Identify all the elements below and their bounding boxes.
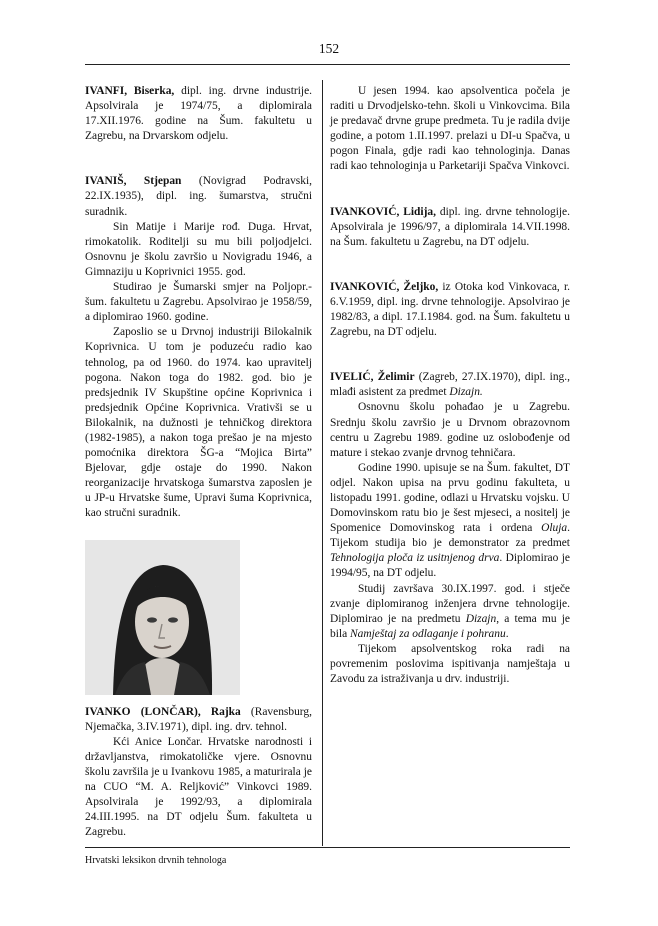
running-footer: Hrvatski leksikon drvnih tehnologa	[85, 855, 227, 866]
paragraph: Osnovnu školu pohađao je u Zagrebu. Srednju školu završio je u Drvnom obrazovnom centru u Zagrebu 1989. godine uz oslobođenje od mature i stekao zvanje drvnog tehničara.	[330, 401, 570, 459]
entry-name: IVANKOVIĆ, Lidija,	[330, 205, 436, 218]
paragraph: Kći Anice Lončar. Hrvatske narodnosti i državljanstva, rimokatoličke vjere. Osnovnu školu završila je u Ivankovu 1985, a maturirala je na CUO “M. A. Reljković” Vinkovci 1989. Apsolvirala je 1992/93, a diplomirala 24.III.1995. na DT odjelu Šum. fakulteta u Zagrebu.	[85, 735, 312, 839]
portrait-photo	[85, 540, 240, 695]
paragraph: Zaposlio se u Drvnoj industriji Bilokalnik Koprivnica. U tom je poduzeću radio kao tehnolog, pa od 1960. do 1974. kao upravitelj pogona. Nakon toga do 1982. god. bio je predsjednik IV Skupštine općine Koprivnica i predsjednik Općine Koprivnica. Vrativši se u Bilokalnik, na dužnosti je tehničkog direktora (1982-1985), a nakon toga prešao je na mjesto pomoćnika direktora ŠG-a “Mojica Birta” Bjelovar, gdje ostaje do 1990. Nakon reorganizacije hrvatskoga šumarstva zaposlen je u JP-u Hrvatske šume, Upravi šuma Koprivnica, kao stručni suradnik.	[85, 326, 312, 520]
header-rule	[85, 64, 570, 65]
left-column	[85, 84, 312, 840]
entry-body: dipl. ing. drvne tehnologije. Apsolvirala je 1996/97, a diplomirala 14.VII.1998. na Šum. fakultetu u Zagrebu, na DT odjelu.	[330, 205, 570, 248]
entry-intro: (Zagreb, 27.IX.1970), dipl. ing., mlađi asistent za predmet	[330, 371, 570, 399]
text-run: Godine 1990. upisuje se na Šum. fakultet, DT odjel. Nakon upisa na prvu godinu fakulteta, u listopadu 1991. godine, odlazi u Hrvatsku vojsku. U Domovinskom ratu bio je šest mjeseci, a nositelj je Spomenice Domovinskog rata i ordena	[330, 461, 570, 535]
entry-name: IVELIĆ, Želimir	[330, 371, 415, 384]
italic-term: Tehnologija ploča iz usitnjenog drva	[330, 552, 500, 565]
paragraph	[330, 582, 570, 642]
paragraph: Studirao je Šumarski smjer na Poljopr.-šum. fakultetu u Zagrebu. Apsolvirao je 1958/59, a diplomirao 1960. godine.	[85, 281, 312, 324]
text-run: , a tema mu je bila	[330, 612, 570, 640]
text-run: Studij završava 30.IX.1997. god. i stječe zvanje diplomiranog inženjera drvne tehnologije. Diplomirao je na predmetu	[330, 582, 570, 625]
entry-body: iz Otoka kod Vinkovaca, r. 6.V.1959, dipl. ing. drvne tehnologije. Apsolvirao je 1982/83, a dipl. 17.I.1984. god. na Šum. fakultetu u Zagrebu, na DT odjelu.	[330, 280, 571, 339]
entry-name: IVANKOVIĆ, Željko,	[330, 280, 439, 293]
entry-ivankovic-zeljko	[330, 280, 570, 340]
page-number: 152	[318, 41, 340, 56]
text-run: . Diplomirao je 1994/95, na DT odjelu.	[330, 552, 570, 580]
footer-rule	[85, 847, 570, 848]
italic-term: Oluja	[541, 522, 568, 535]
italic-term: Namještaj za odlaganje i pohranu	[350, 627, 506, 640]
entry-ivelic	[330, 370, 570, 400]
entry-ivanko	[85, 705, 312, 735]
entry-name: IVANFI, Biserka,	[85, 85, 175, 97]
entry-intro: (Novigrad Podravski, 22.IX.1935), dipl. ing. šumarstva, stručni suradnik.	[85, 175, 312, 218]
right-column	[330, 84, 570, 687]
paragraph: Sin Matije i Marije rođ. Duga. Hrvat, rimokatolik. Roditelji su mu bili poljodjelci. Osnovnu je školu završio u Novigradu 1946, a Gimnaziju u Koprivnici 1955. god.	[85, 220, 312, 278]
entry-name: IVANKO (LONČAR), Rajka	[85, 705, 241, 718]
paragraph: Tijekom apsolventskog roka radi na povremenim poslovima ispitivanja namještaja u Zavodu za istraživanja u drv. industriji.	[330, 642, 570, 686]
text-run: . Tijekom studija bio je demonstrator za predmet	[330, 522, 570, 550]
entry-name: IVANIŠ, Stjepan	[85, 175, 182, 188]
entry-intro: (Ravensburg, Njemačka, 3.IV.1971), dipl. ing. drv. tehnol.	[85, 705, 312, 733]
italic-term: Dizajn	[465, 612, 497, 625]
italic-term: Dizajn.	[449, 386, 483, 399]
entry-ivanis	[85, 174, 312, 219]
entry-ivanfi	[85, 84, 312, 144]
entry-body: dipl. ing. drvne industrije. Apsolvirala je 1974/75, a diplomirala 17.XII.1976. godine na Šum. fakultetu u Zagrebu, na Drvarskom odjelu.	[85, 85, 312, 143]
entry-ivankovic-lidija	[330, 205, 570, 250]
text-run: .	[505, 627, 509, 640]
paragraph	[330, 461, 570, 582]
column-divider	[322, 80, 323, 846]
paragraph: U jesen 1994. kao apsolventica počela je raditi u Drvodjelsko-tehn. školi u Vinkovcima. Bila je predavač drvne grupe predmeta. Tu je radila dvije godine, a potom 1.II.1997. prelazi u DI-u Spačva, u pogon Finala, gdje radi kao tehnologinja. Danas radi kao tehnologinja u Parketariji Spačva Vinkovci.	[330, 85, 570, 173]
